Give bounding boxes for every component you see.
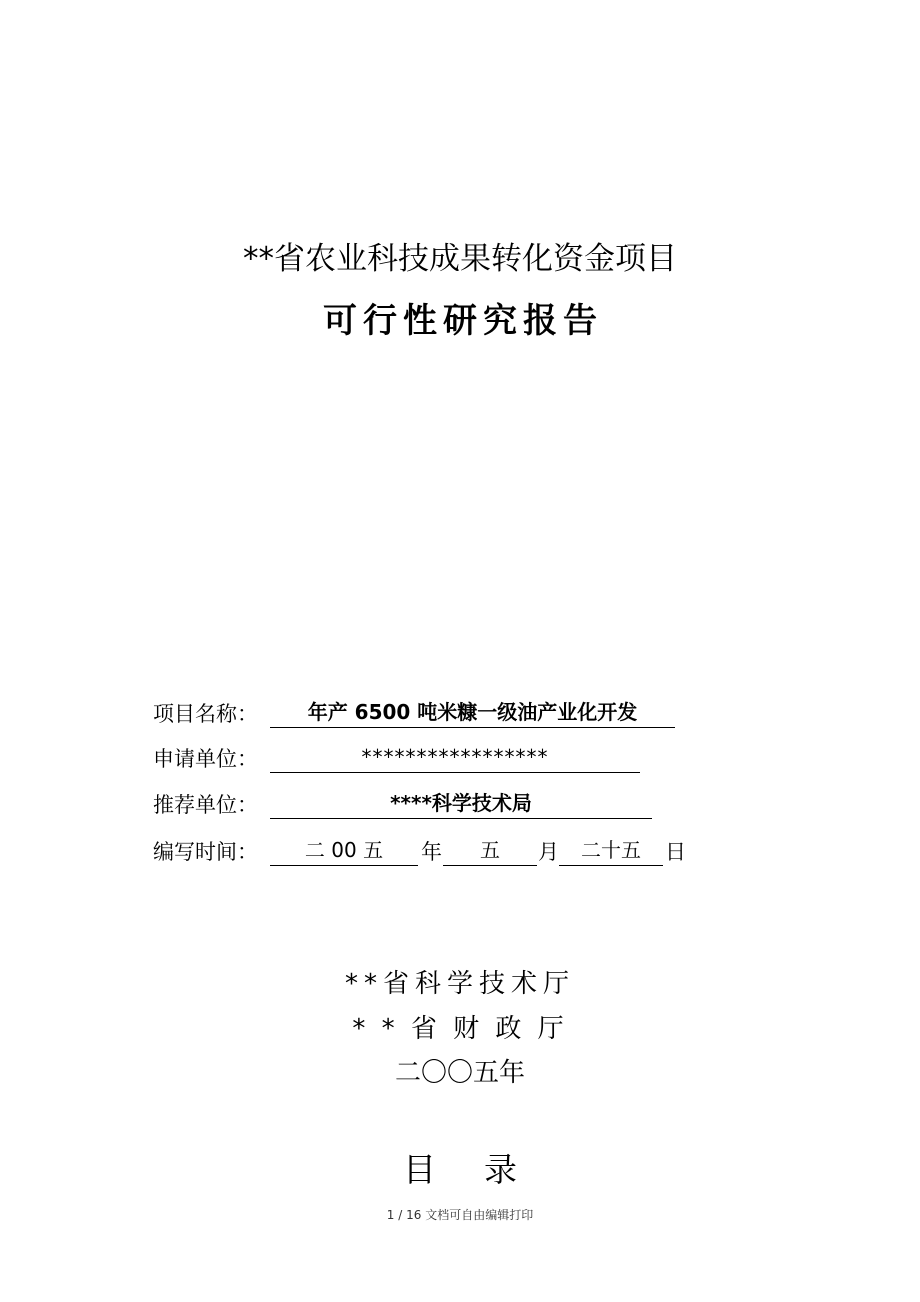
date-day-unit: 日: [665, 840, 686, 864]
date-row: [153, 835, 713, 869]
project-name-label: 项目名称：: [153, 702, 258, 726]
applicant-row: [153, 742, 653, 776]
recommender-row: [153, 788, 663, 822]
applicant-label: 申请单位：: [153, 747, 258, 771]
date-month-unit: 月: [538, 840, 559, 864]
project-program-title: **省农业科技成果转化资金项目: [243, 241, 677, 277]
issuer-finance-department: * * 省 财 政 厅: [352, 1014, 568, 1044]
recommender-label: 推荐单位：: [153, 793, 258, 817]
applicant-value: *****************: [270, 742, 640, 773]
recommender-value: ****科学技术局: [270, 788, 652, 819]
date-month-value: 五: [443, 835, 537, 866]
date-day-value: 二十五: [559, 835, 663, 866]
date-year-value: 二 00 五: [270, 835, 418, 866]
project-name-value: 年产 6500 吨米糠一级油产业化开发: [270, 697, 675, 728]
report-title: 可行性研究报告: [323, 301, 603, 341]
date-year-unit: 年: [421, 840, 442, 864]
project-name-row: [153, 697, 693, 731]
issuer-science-department: **省科学技术厅: [344, 969, 575, 999]
table-of-contents-heading: 目录: [403, 1150, 565, 1189]
date-label: 编写时间：: [153, 840, 258, 864]
issue-year: 二〇〇五年: [394, 1058, 525, 1088]
page-footer: 1 / 16 文档可自由编辑打印: [386, 1208, 534, 1222]
